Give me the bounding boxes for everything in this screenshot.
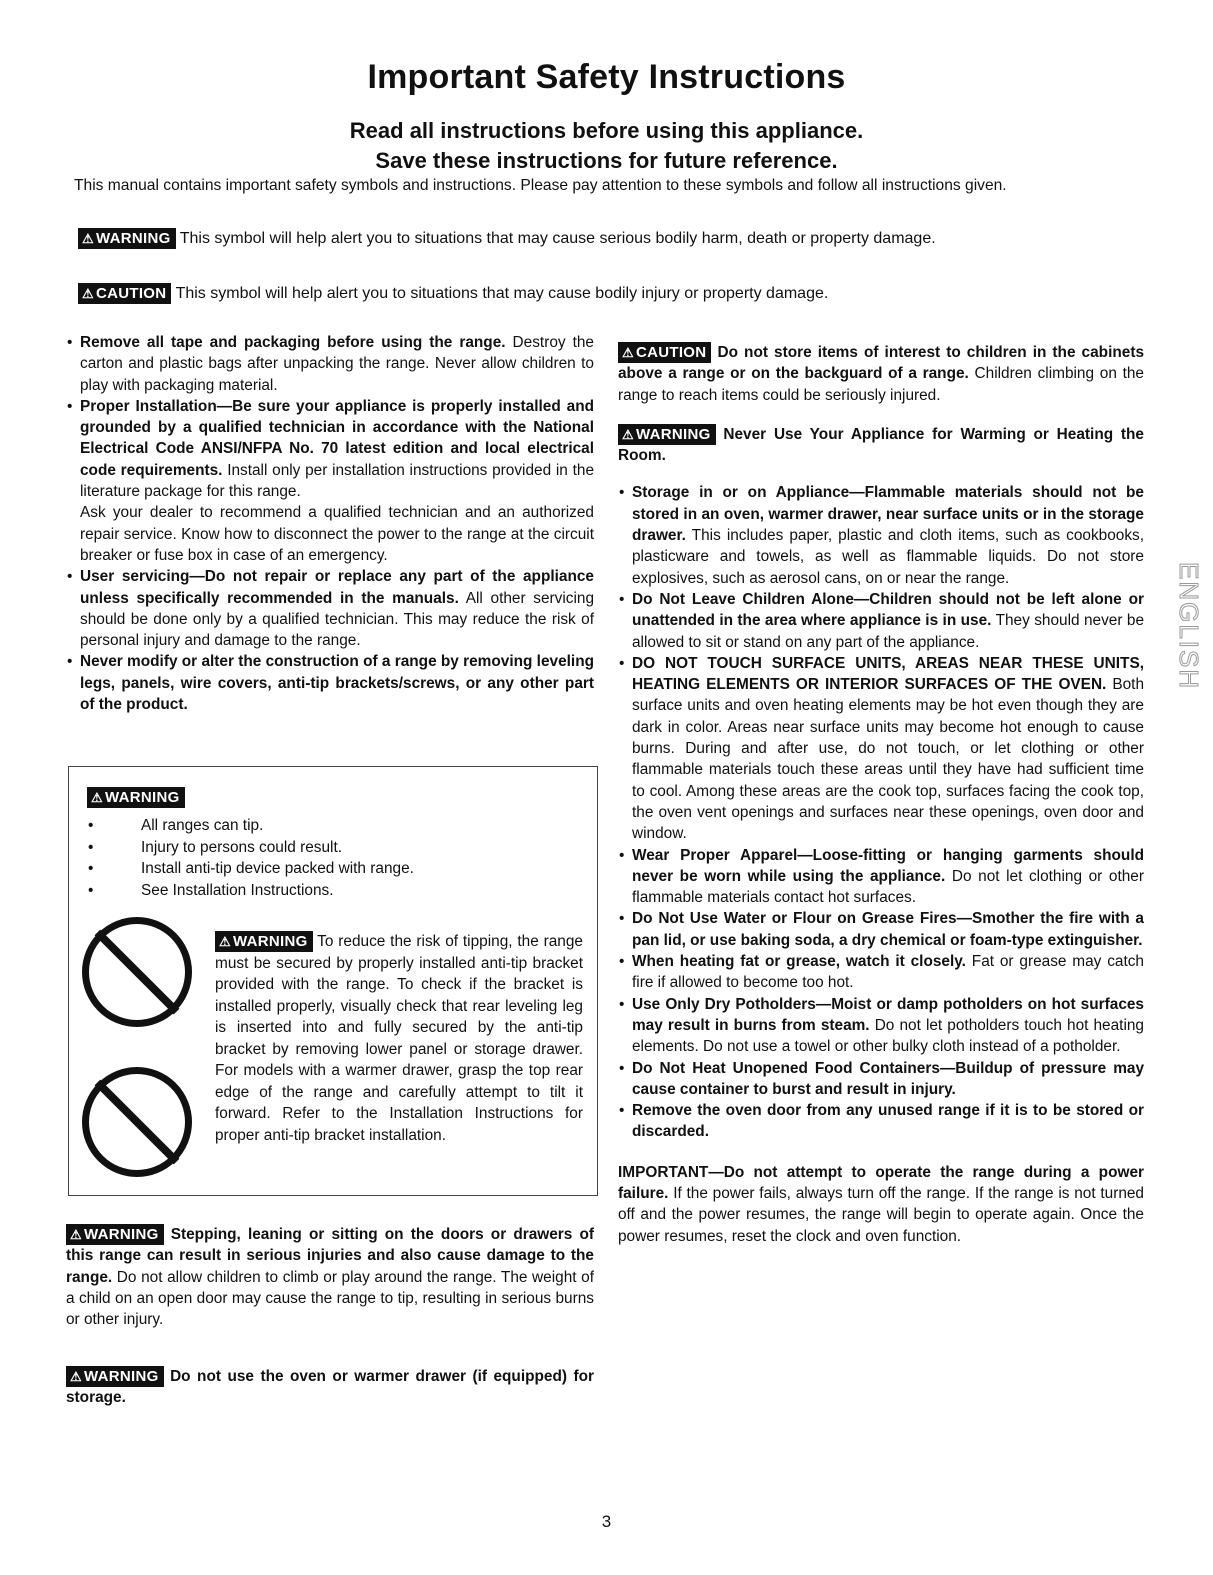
list-item: • Proper Installation—Be sure your appliance is properly installed and grounded by a qualified technician in accordance with the National Electrical Code ANSI/NFPA No. 70 latest edition and local electrical code requirements. Install only per installation instructions provided in the literature package for this range. [66, 396, 594, 502]
list-item: • Wear Proper Apparel—Loose-fitting or hanging garments should never be worn while using the appliance. Do not let clothing or other flammable materials contact hot surfaces. [618, 845, 1144, 909]
language-label: ENGLISH [1174, 562, 1204, 691]
alert-triangle-icon: ⚠ [82, 231, 94, 246]
anti-tip-paragraph: ⚠ WARNING To reduce the risk of tipping, the range must be secured by properly installed anti-tip bracket provided with the range. To check if the bracket is installed properly, visually check that rear leveling leg is inserted into and fully secured by the anti-tip bracket by removing lower panel or storage drawer. For models with a warmer drawer, grasp the top rear edge of the range and carefully attempt to tilt it forward. Refer to the Installation Instructions for proper anti-tip bracket installation. [215, 933, 583, 1144]
warning-symbol-row [78, 228, 936, 249]
list-item: • Install anti-tip device packed with range. [81, 858, 414, 880]
list-item: • DO NOT TOUCH SURFACE UNITS, AREAS NEAR THESE UNITS, HEATING ELEMENTS OR INTERIOR SURFACES OF THE OVEN. Both surface units and oven heating elements may be hot even though they are dark in color. Areas near surface units may become hot enough to cause burns. During and after use, do not touch, or let clothing or other flammable materials touch these areas until they have had sufficient time to cool. Among these areas are the cook top, surfaces facing the cook top, the oven vent openings and surfaces near these openings, oven door and window. [618, 653, 1144, 845]
list-item: • Storage in or on Appliance—Flammable materials should not be stored in an oven, warmer drawer, near surface units or in the storage drawer. This includes paper, plastic and cloth items, such as cookbooks, plasticware and towels, as well as flammable liquids. Do not store explosives, such as aerosol cans, on or near the range. [618, 482, 1144, 588]
stepping-warning: ⚠ WARNING Stepping, leaning or sitting on the doors or drawers of this range can result in serious injuries and also cause damage to the range. Do not allow children to climb or play around the range. The weight of a child on an open door may cause the range to tip, resulting in serious burns or other injury. [66, 1226, 595, 1329]
list-item: • See Installation Instructions. [81, 880, 414, 902]
warning-badge: ⚠ WARNING [618, 424, 716, 445]
subtitle-save: Save these instructions for future reference. [375, 148, 838, 173]
list-item: • All ranges can tip. [81, 815, 414, 837]
alert-triangle-icon: ⚠ [82, 286, 94, 301]
list-item: • Injury to persons could result. [81, 837, 414, 859]
tip-list [81, 815, 414, 901]
warning-badge: ⚠ WARNING [215, 931, 313, 952]
warning-badge: ⚠ WARNING [66, 1366, 164, 1387]
subtitle-read: Read all instructions before using this appliance. [349, 118, 864, 143]
alert-triangle-icon: ⚠ [219, 934, 231, 949]
english-language-tab [1150, 552, 1210, 712]
page-title: Important Safety Instructions [367, 58, 846, 96]
list-item: • Remove all tape and packaging before using the range. Destroy the carton and plastic bags after unpacking the range. Never allow children to play with packaging material. [66, 332, 594, 396]
children-caution: ⚠ CAUTION Do not store items of interest to children in the cabinets above a range or on the backguard of a range. Children climbing on the range to reach items could be seriously injured. [618, 344, 1144, 404]
alert-triangle-icon: ⚠ [622, 426, 634, 442]
caution-symbol-text: This symbol will help alert you to situations that may cause bodily injury or property damage. [175, 285, 829, 302]
page-number: 3 [601, 1512, 612, 1531]
list-item: • Do Not Heat Unopened Food Containers—Buildup of pressure may cause container to burst and result in injury. [618, 1058, 1144, 1101]
right-column [618, 342, 1144, 1247]
warning-badge: ⚠ WARNING [87, 787, 185, 808]
list-item: • When heating fat or grease, watch it closely. Fat or grease may catch fire if allowed to become too hot. [618, 951, 1144, 994]
warning-symbol-text: This symbol will help alert you to situations that may cause serious bodily harm, death or property damage. [179, 230, 936, 247]
storage-warning: ⚠ WARNING Do not use the oven or warmer drawer (if equipped) for storage. [66, 1368, 594, 1407]
child-on-door-prohibited-icon [82, 1067, 192, 1177]
alert-triangle-icon: ⚠ [91, 790, 103, 805]
tip-warning-box [68, 766, 598, 1196]
alert-triangle-icon: ⚠ [622, 345, 634, 360]
list-item: • Do Not Leave Children Alone—Children should not be left alone or unattended in the area where appliance is in use. They should never be allowed to sit or stand on any part of the appliance. [618, 589, 1144, 653]
caution-badge: ⚠ CAUTION [78, 283, 171, 304]
tipping-range-prohibited-icon [82, 917, 192, 1027]
warning-badge: ⚠ WARNING [78, 228, 176, 249]
caution-badge: ⚠ CAUTION [618, 342, 711, 363]
caution-symbol-row [78, 283, 828, 304]
alert-triangle-icon: ⚠ [70, 1227, 82, 1242]
dealer-paragraph: Ask your dealer to recommend a qualified technician and an authorized repair service. Know how to disconnect the power to the range at the circuit breaker or fuse box in case of an emergency. [80, 504, 594, 564]
alert-triangle-icon: ⚠ [70, 1369, 82, 1384]
left-column [66, 332, 594, 715]
warning-badge: ⚠ WARNING [66, 1224, 164, 1245]
intro-text: This manual contains important safety symbols and instructions. Please pay attention to these symbols and follow all instructions given. [74, 177, 1007, 194]
list-item: • Do Not Use Water or Flour on Grease Fires—Smother the fire with a pan lid, or use baking soda, a dry chemical or foam-type extinguisher. [618, 908, 1144, 951]
list-item: • Remove the oven door from any unused range if it is to be stored or discarded. [618, 1100, 1144, 1143]
power-failure-note: IMPORTANT—Do not attempt to operate the range during a power failure. If the power fails, always turn off the range. If the range is not turned off and the power resumes, the range will begin to operate again. Once the power resumes, reset the clock and oven function. [618, 1163, 1144, 1245]
warming-warning: ⚠ WARNING Never Use Your Appliance for Warming or Heating the Room. [618, 425, 1144, 465]
list-item: • User servicing—Do not repair or replace any part of the appliance unless specifically recommended in the manuals. All other servicing should be done only by a qualified technician. This may reduce the risk of personal injury and damage to the range. [66, 566, 594, 651]
list-item: • Use Only Dry Potholders—Moist or damp potholders on hot surfaces may result in burns from steam. Do not let potholders touch hot heating elements. Do not use a towel or other bulky cloth instead of a potholder. [618, 994, 1144, 1058]
list-item: • Never modify or alter the construction of a range by removing leveling legs, panels, wire covers, anti-tip brackets/screws, or any other part of the product. [66, 651, 594, 715]
